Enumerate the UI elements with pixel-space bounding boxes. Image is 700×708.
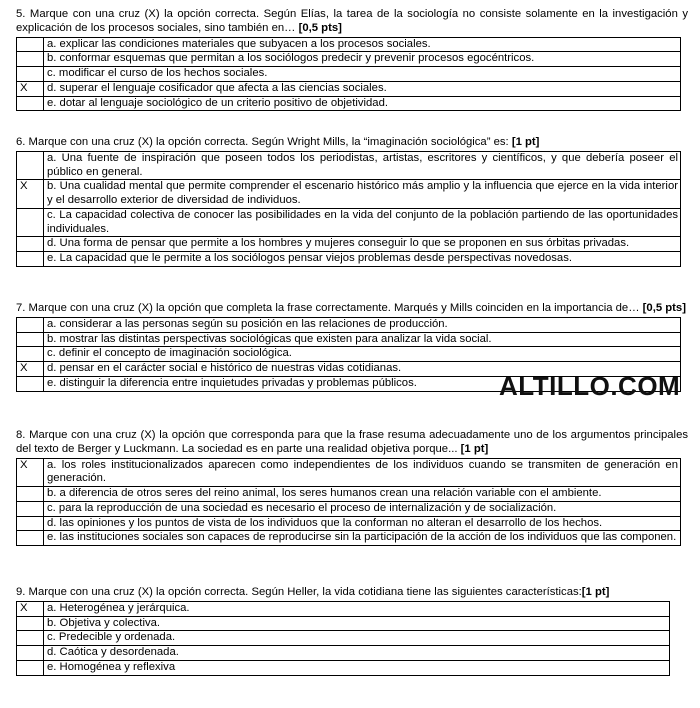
option-text: a. Una fuente de inspiración que poseen todos los periodistas, artistas, escritores y científicos, y que debería poseer el público en general.: [44, 151, 681, 180]
option-row[interactable]: [17, 601, 670, 616]
answer-mark[interactable]: [17, 37, 44, 52]
answer-mark[interactable]: [17, 332, 44, 347]
answer-mark[interactable]: [17, 151, 44, 180]
question-text: 5. Marque con una cruz (X) la opción correcta. Según Elías, la tarea de la sociología no consiste solamente en la investigación y explicación de los procesos sociales, sino también en… [0,5 pts]: [16, 8, 688, 34]
option-text: e. las instituciones sociales son capaces de reproducirse sin la participación de la acción de los individuos que las componen.: [44, 531, 681, 546]
answer-mark[interactable]: [17, 96, 44, 111]
answer-mark[interactable]: X: [17, 180, 44, 209]
option-row[interactable]: [17, 81, 681, 96]
points-label: [0,5 pts]: [642, 302, 686, 314]
question-8: [16, 429, 688, 546]
option-text: c. modificar el curso de los hechos sociales.: [44, 67, 681, 82]
option-row[interactable]: [17, 616, 670, 631]
answer-mark[interactable]: X: [17, 601, 44, 616]
option-text: c. para la reproducción de una sociedad es necesario el proceso de internalización y de socialización.: [44, 501, 681, 516]
answer-mark[interactable]: [17, 252, 44, 267]
answer-mark[interactable]: [17, 487, 44, 502]
option-text: e. La capacidad que le permite a los sociólogos pensar viejos problemas desde perspectivas novedosas.: [44, 252, 681, 267]
question-9: [16, 586, 688, 676]
question-text: 9. Marque con una cruz (X) la opción correcta. Según Heller, la vida cotidiana tiene las siguientes características:[1 pt]: [16, 586, 610, 598]
option-text: e. Homogénea y reflexiva: [44, 660, 670, 675]
option-row[interactable]: [17, 501, 681, 516]
option-text: e. distinguir la diferencia entre inquietudes privadas y problemas públicos.: [44, 376, 681, 391]
option-row[interactable]: [17, 180, 681, 209]
options-table: [16, 601, 670, 676]
option-row[interactable]: [17, 52, 681, 67]
option-text: c. Predecible y ordenada.: [44, 631, 670, 646]
option-text: a. explicar las condiciones materiales que subyacen a los procesos sociales.: [44, 37, 681, 52]
answer-mark[interactable]: [17, 660, 44, 675]
option-text: b. a diferencia de otros seres del reino animal, los seres humanos crean una relación variable con el ambiente.: [44, 487, 681, 502]
answer-mark[interactable]: [17, 631, 44, 646]
question-text: 7. Marque con una cruz (X) la opción que completa la frase correctamente. Marqués y Mills coinciden en la importancia de… [0,5 pts]: [16, 302, 686, 314]
answer-mark[interactable]: [17, 646, 44, 661]
question-5: [16, 8, 688, 111]
option-row[interactable]: [17, 317, 681, 332]
option-row[interactable]: [17, 151, 681, 180]
option-text: b. Objetiva y colectiva.: [44, 616, 670, 631]
question-6: [16, 136, 688, 267]
option-row[interactable]: [17, 646, 670, 661]
answer-mark[interactable]: X: [17, 81, 44, 96]
answer-mark[interactable]: X: [17, 362, 44, 377]
points-label: [1 pt]: [460, 442, 489, 455]
answer-mark[interactable]: [17, 237, 44, 252]
options-table: [16, 151, 681, 267]
option-row[interactable]: [17, 208, 681, 237]
option-text: a. considerar a las personas según su posición en las relaciones de producción.: [44, 317, 681, 332]
option-text: c. La capacidad colectiva de conocer las posibilidades en la vida del conjunto de la población partiendo de las oportunidades individuales.: [44, 208, 681, 237]
question-text: 6. Marque con una cruz (X) la opción correcta. Según Wright Mills, la “imaginación sociológica” es: [1 pt]: [16, 136, 540, 148]
option-row[interactable]: [17, 252, 681, 267]
points-label: [0,5 pts]: [298, 21, 342, 34]
option-row[interactable]: [17, 631, 670, 646]
altillo-watermark: ALTILLO.COM: [499, 371, 681, 401]
answer-mark[interactable]: [17, 376, 44, 391]
option-text: e. dotar al lenguaje sociológico de un criterio positivo de objetividad.: [44, 96, 681, 111]
option-text: d. Caótica y desordenada.: [44, 646, 670, 661]
answer-mark[interactable]: [17, 67, 44, 82]
answer-mark[interactable]: [17, 616, 44, 631]
option-text: a. los roles institucionalizados aparecen como independientes de los individuos cuando se transmiten de generación en generación.: [44, 458, 681, 487]
option-row[interactable]: [17, 487, 681, 502]
option-text: b. Una cualidad mental que permite comprender el escenario histórico más amplio y la influencia que ejerce en la vida interior y el desarrollo exterior de diversidad de individuos.: [44, 180, 681, 209]
option-text: b. mostrar las distintas perspectivas sociológicas que existen para analizar la vida social.: [44, 332, 681, 347]
option-row[interactable]: [17, 458, 681, 487]
option-text: a. Heterogénea y jerárquica.: [44, 601, 670, 616]
option-text: c. definir el concepto de imaginación sociológica.: [44, 347, 681, 362]
answer-mark[interactable]: [17, 317, 44, 332]
option-row[interactable]: [17, 67, 681, 82]
option-text: b. conformar esquemas que permitan a los sociólogos predecir y prevenir procesos egocéntricos.: [44, 52, 681, 67]
option-row[interactable]: [17, 237, 681, 252]
points-label: [1 pt]: [511, 136, 540, 148]
option-row[interactable]: [17, 660, 670, 675]
option-text: d. las opiniones y los puntos de vista de los individuos que la conforman no alteran el desarrollo de los hechos.: [44, 516, 681, 531]
answer-mark[interactable]: [17, 516, 44, 531]
answer-mark[interactable]: [17, 208, 44, 237]
option-text: d. pensar en el carácter social e histórico de nuestras vidas cotidianas.: [44, 362, 681, 377]
option-text: d. superar el lenguaje cosificador que afecta a las ciencias sociales.: [44, 81, 681, 96]
question-text: 8. Marque con una cruz (X) la opción que corresponda para que la frase resuma adecuadamente uno de los argumentos principales del texto de Berger y Luckmann. La sociedad es en parte una realidad objetiva porque... [1 pt]: [16, 429, 688, 455]
option-row[interactable]: [17, 37, 681, 52]
options-table: [16, 458, 681, 547]
points-label: [1 pt]: [581, 586, 610, 598]
answer-mark[interactable]: X: [17, 458, 44, 487]
option-row[interactable]: [17, 347, 681, 362]
option-row[interactable]: [17, 332, 681, 347]
option-row[interactable]: [17, 516, 681, 531]
option-row[interactable]: [17, 531, 681, 546]
answer-mark[interactable]: [17, 347, 44, 362]
options-table: [16, 37, 681, 112]
option-row[interactable]: [17, 96, 681, 111]
option-text: d. Una forma de pensar que permite a los hombres y mujeres conseguir lo que se proponen en sus órbitas privadas.: [44, 237, 681, 252]
answer-mark[interactable]: [17, 501, 44, 516]
answer-mark[interactable]: [17, 531, 44, 546]
answer-mark[interactable]: [17, 52, 44, 67]
